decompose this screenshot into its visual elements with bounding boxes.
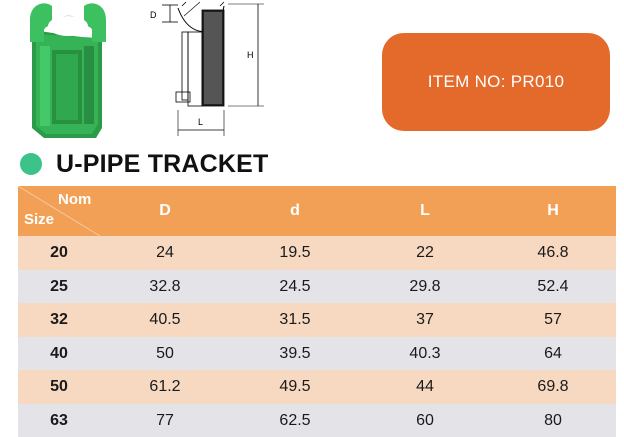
cell-H: 64 [490,337,616,371]
cell-H: 46.8 [490,236,616,270]
cell-d: 19.5 [230,236,360,270]
cell-H: 52.4 [490,270,616,304]
cell-H: 80 [490,404,616,437]
row-size: 50 [18,370,100,404]
header-col-L: L [360,186,490,236]
cell-D: 24 [100,236,230,270]
cell-d: 24.5 [230,270,360,304]
cell-H: 57 [490,303,616,337]
header-col-H: H [490,186,616,236]
page-title: U-PIPE TRACKET [56,150,269,179]
cell-L: 29.8 [360,270,490,304]
product-photo [22,0,110,140]
l-dimension-label: L [198,117,203,127]
item-number-badge [382,33,610,131]
cell-D: 32.8 [100,270,230,304]
cell-L: 22 [360,236,490,270]
cell-L: 40.3 [360,337,490,371]
cell-D: 40.5 [100,303,230,337]
header-size: Size [24,211,54,228]
bullet-dot-icon [20,153,42,175]
table-row [18,303,616,337]
cell-d: 39.5 [230,337,360,371]
cell-d: 62.5 [230,404,360,437]
technical-drawing [140,0,272,140]
cell-L: 60 [360,404,490,437]
table-row [18,404,616,437]
row-size: 40 [18,337,100,371]
item-number-label: ITEM NO: PR010 [428,72,564,92]
cell-L: 37 [360,303,490,337]
cell-d: 31.5 [230,303,360,337]
row-size: 32 [18,303,100,337]
table-row [18,236,616,270]
cell-D: 77 [100,404,230,437]
row-size: 63 [18,404,100,437]
row-size: 20 [18,236,100,270]
table-row [18,370,616,404]
title-row [20,147,269,181]
header-col-d: d [230,186,360,236]
header-nom: Nom [58,191,91,208]
row-size: 25 [18,270,100,304]
cell-H: 69.8 [490,370,616,404]
cell-D: 61.2 [100,370,230,404]
cell-L: 44 [360,370,490,404]
header-col-D: D [100,186,230,236]
table-row [18,337,616,371]
spec-table [18,186,616,437]
d-dimension-label: D [150,10,157,20]
h-dimension-label: H [247,50,254,60]
table-row [18,270,616,304]
table-header [18,186,616,236]
cell-D: 50 [100,337,230,371]
cell-d: 49.5 [230,370,360,404]
